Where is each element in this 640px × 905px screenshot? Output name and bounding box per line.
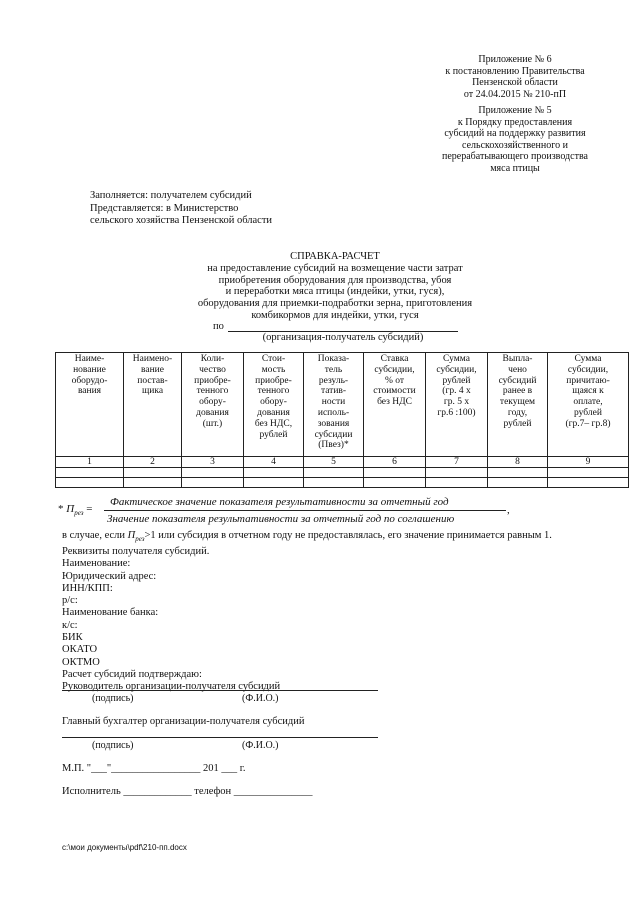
requisites-confirm: Расчет субсидий подтверждаю: — [62, 668, 202, 680]
formula-star: * — [58, 503, 64, 515]
formula-note-a: в случае, если — [62, 530, 128, 541]
fill-line3: сельского хозяйства Пензенской области — [90, 215, 273, 226]
table-cell — [244, 468, 304, 478]
org-caption: (организация-получатель субсидий) — [262, 332, 424, 343]
appendix-6-block — [400, 54, 630, 100]
table-row — [56, 468, 629, 478]
appendix-6-line3: Пензенской области — [472, 77, 558, 88]
title-line1: на предоставление субсидий на возмещение части затрат — [207, 262, 463, 274]
accountant-fio-caption: (Ф.И.О.) — [242, 740, 279, 751]
table-row — [56, 478, 629, 488]
formula-note — [62, 530, 552, 543]
requisites-bank: Наименование банка: — [62, 607, 159, 619]
table-cell — [56, 478, 124, 488]
col-number: 5 — [304, 457, 364, 468]
formula-note-symbol: П — [127, 530, 136, 541]
title-line2: приобретения оборудования для производства, убоя — [218, 274, 452, 286]
formula-eq: = — [86, 503, 93, 515]
appendix-6-line2: к постановлению Правительства — [445, 65, 585, 77]
table-cell — [548, 468, 629, 478]
formula-fraction-line — [104, 510, 506, 511]
appendix-5-block — [400, 105, 630, 174]
file-path: c:\мои документы\pdf\210-пп.docx — [62, 843, 187, 852]
fill-line2: Представляется: в Министерство — [90, 202, 239, 214]
title-line4: оборудования для приемки-подработки зерна, приготовления — [197, 298, 473, 310]
title-line5: комбикормов для индейки, утки, гуся — [251, 309, 419, 321]
header-cost — [244, 353, 304, 457]
header-supplier — [124, 353, 182, 457]
head-fio-caption: (Ф.И.О.) — [242, 693, 279, 704]
table-cell — [304, 468, 364, 478]
col-number: 9 — [548, 457, 629, 468]
po-label: по — [213, 321, 224, 332]
header-equipment — [56, 353, 124, 457]
page-title: СПРАВКА-РАСЧЕТ — [290, 251, 380, 262]
table-cell — [56, 468, 124, 478]
header-text: Сумма субсидии, причитаю- щаяся к оплате, рублей (гр.7– гр.8) — [565, 354, 611, 429]
appendix-6-line1: Приложение № 6 — [478, 54, 552, 65]
formula-denominator: Значение показателя результативности за отчетный год по соглашению — [107, 513, 455, 525]
header-text: Показа- тель резуль- татив- ности исполь- зования субсидии (Пвез)* — [314, 354, 353, 451]
appendix-5-line5: перерабатывающего производства — [442, 151, 588, 162]
header-text: Стои- мость приобре- тенного обору- дования без НДС, рублей — [254, 354, 293, 440]
table-cell — [364, 478, 426, 488]
requisites-inn: ИНН/КПП: — [62, 582, 113, 594]
calculation-table — [55, 352, 629, 488]
header-subsidy-sum — [426, 353, 488, 457]
formula-note-sub: рез — [135, 535, 145, 544]
appendix-6-line4: от 24.04.2015 № 210-пП — [463, 88, 567, 100]
table-cell — [124, 478, 182, 488]
col-number: 7 — [426, 457, 488, 468]
fill-line1: Заполняется: получателем субсидий — [90, 190, 252, 201]
table-cell — [182, 468, 244, 478]
stamp-date-line: М.П. "___"_________________ 201 ___ г. — [62, 763, 246, 774]
header-text: Коли- чество приобре- тенного обору- дования (шт.) — [194, 354, 231, 429]
requisites-head: Руководитель организации-получателя субсидий — [62, 681, 281, 693]
title-line3: и переработки мяса птицы (индейки, утки, гуся), — [225, 286, 445, 298]
col-number: 3 — [182, 457, 244, 468]
table-cell — [364, 468, 426, 478]
table-cell — [426, 468, 488, 478]
requisites-bik: БИК — [62, 632, 83, 644]
header-text: Наиме- нование оборудо- вания — [71, 354, 108, 397]
fill-block — [90, 190, 272, 228]
formula-label — [58, 503, 92, 517]
table-number-row — [56, 457, 629, 468]
header-text: Сумма субсидии, рублей (гр. 4 х гр. 5 х гр.6 :100) — [436, 354, 477, 418]
appendix-5-line4: сельскохозяйственного и — [462, 139, 568, 151]
title-block — [150, 251, 520, 322]
formula-comma: , — [507, 504, 510, 516]
requisites-block — [62, 546, 280, 694]
header-paid-earlier — [488, 353, 548, 457]
header-text: Ставка субсидии, % от стоимости без НДС — [373, 354, 416, 408]
appendix-5-line3: субсидий на поддержку развития — [444, 128, 586, 139]
formula-numerator: Фактическое значение показателя результативности за отчетный год — [110, 496, 449, 508]
col-number: 4 — [244, 457, 304, 468]
col-number: 1 — [56, 457, 124, 468]
header-rate — [364, 353, 426, 457]
table-cell — [548, 478, 629, 488]
requisites-oktmo: ОКТМО — [62, 656, 100, 668]
requisites-rs: р/с: — [62, 595, 78, 607]
table-cell — [488, 468, 548, 478]
appendix-5-line1: Приложение № 5 — [478, 105, 552, 116]
table-cell — [182, 478, 244, 488]
requisites-address: Юридический адрес: — [62, 570, 157, 582]
col-number: 8 — [488, 457, 548, 468]
header-text: Наимено- вание постав- щика — [132, 354, 173, 397]
table-cell — [124, 468, 182, 478]
formula-sub: рез — [74, 509, 84, 518]
requisites-okato: ОКАТО — [62, 644, 98, 656]
formula-note-b: >1 или субсидия в отчетном году не предоставлялась, его значение принимается равным 1. — [144, 530, 552, 541]
table-cell — [244, 478, 304, 488]
executor-line: Исполнитель _____________ телефон _______________ — [62, 786, 313, 797]
accountant-label: Главный бухгалтер организации-получателя субсидий — [62, 716, 305, 727]
col-number: 6 — [364, 457, 426, 468]
table-cell — [426, 478, 488, 488]
head-signature-line — [62, 690, 378, 691]
appendix-5-line6: мяса птицы — [490, 162, 540, 174]
formula-symbol: П — [66, 503, 75, 515]
header-text: Выпла- чено субсидий ранее в текущем году, рублей — [498, 354, 537, 429]
col-number: 2 — [124, 457, 182, 468]
table-cell — [304, 478, 364, 488]
head-sign-caption: (подпись) — [92, 693, 134, 704]
header-quantity — [182, 353, 244, 457]
requisites-name: Наименование: — [62, 558, 131, 570]
accountant-sign-caption: (подпись) — [92, 740, 134, 751]
table-cell — [488, 478, 548, 488]
requisites-ks: к/с: — [62, 619, 78, 631]
requisites-title: Реквизиты получателя субсидий. — [62, 546, 210, 557]
accountant-signature-line — [62, 737, 378, 738]
table-header-row — [56, 353, 629, 457]
appendix-5-line2: к Порядку предоставления — [457, 116, 573, 128]
header-efficiency — [304, 353, 364, 457]
header-due-sum — [548, 353, 629, 457]
